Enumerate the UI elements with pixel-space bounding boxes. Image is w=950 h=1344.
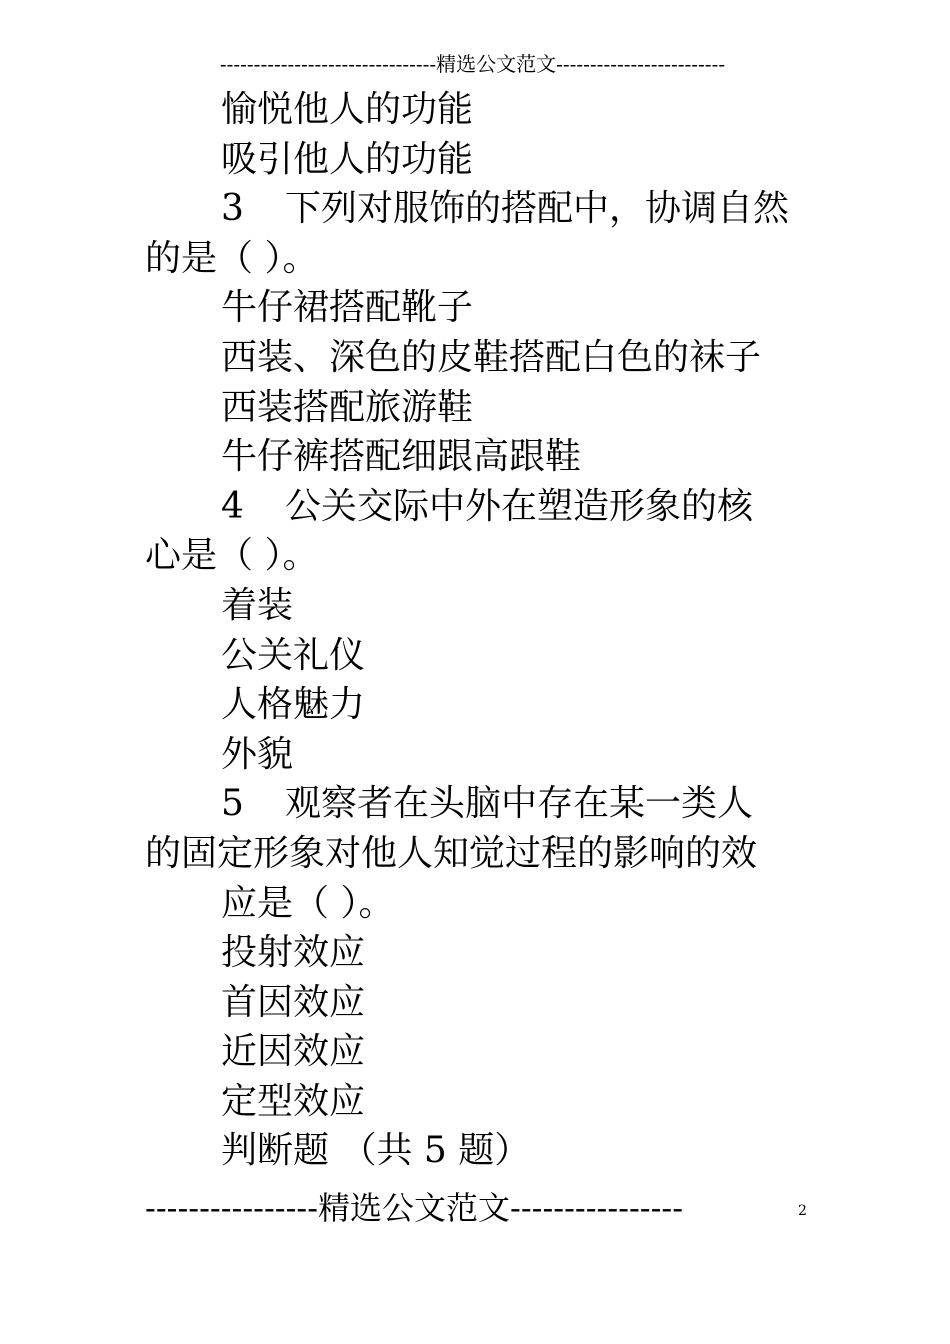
option-text: 投射效应	[221, 932, 366, 974]
option-text: 西装搭配旅游鞋	[221, 386, 474, 428]
option-text: 愉悦他人的功能	[221, 89, 474, 130]
question-number: 5	[221, 783, 244, 825]
option-text: 西装、深色的皮鞋搭配白色的袜子	[221, 336, 762, 378]
question-number: 3	[221, 188, 244, 230]
question-3	[145, 184, 810, 234]
question-text-continued: 的固定形象对他人知觉过程的影响的效	[145, 832, 758, 874]
section-heading: 判断题 （共 5 题）	[221, 1130, 531, 1172]
question-number: 4	[221, 485, 244, 527]
question-4	[145, 482, 810, 532]
option-text: 外貌	[221, 733, 294, 775]
option-text: 定型效应	[221, 1080, 366, 1122]
option-text: 着装	[221, 584, 294, 626]
option-text: 近因效应	[221, 1031, 366, 1073]
question-text: 下列对服饰的搭配中，协调自然	[285, 188, 790, 230]
question-text-continued: 应是（ ）。	[221, 882, 395, 924]
option-text: 牛仔裙搭配靴子	[221, 287, 474, 329]
option-text: 公关礼仪	[221, 634, 366, 676]
document-body	[145, 85, 810, 1176]
option-text: 牛仔裤搭配细跟高跟鞋	[221, 436, 582, 478]
question-text: 公关交际中外在塑造形象的核	[285, 485, 754, 527]
page-number: 2	[798, 1203, 807, 1219]
question-text-continued: 的是（ ）。	[145, 237, 319, 279]
question-text: 观察者在头脑中存在某一类人	[285, 783, 754, 825]
page-footer: ----------------精选公文范文----------------	[145, 1189, 684, 1227]
option-text: 吸引他人的功能	[221, 138, 474, 180]
option-text: 人格魅力	[221, 684, 366, 726]
page-header: --------------------------------精选公文范文-------------------------	[219, 52, 726, 76]
option-text: 首因效应	[221, 981, 366, 1023]
question-5	[145, 779, 810, 829]
question-text-continued: 心是（ ）。	[145, 535, 319, 577]
